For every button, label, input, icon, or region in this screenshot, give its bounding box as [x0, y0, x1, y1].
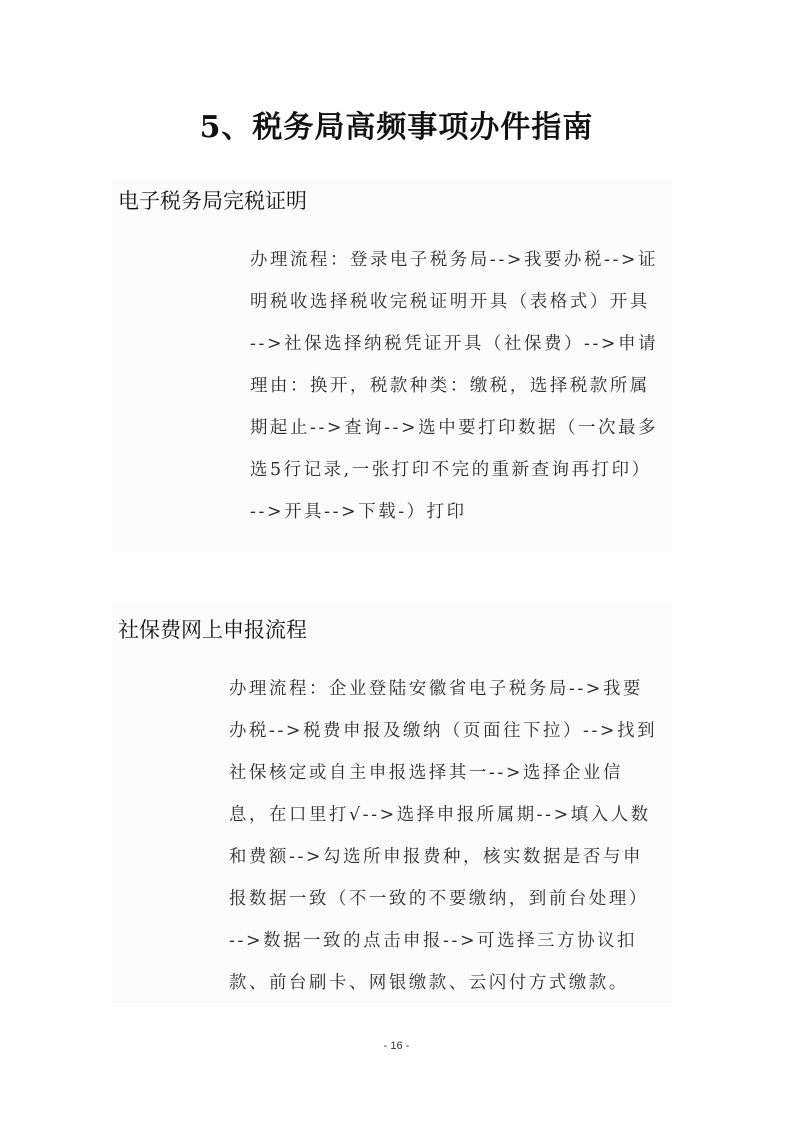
body-line: -->开具-->下载-）打印 [250, 502, 467, 522]
section-body [229, 668, 657, 1004]
body-line: 社保核定或自主申报选择其一-->选择企业信 [229, 763, 623, 783]
body-line: 和费额-->勾选所申报费种，核实数据是否与申 [229, 847, 643, 867]
body-line: 选5行记录,一张打印不完的重新查询再打印） [250, 460, 652, 480]
body-line: 期起止-->查询-->选中要打印数据（一次最多 [250, 418, 659, 438]
body-line: 办理流程：企业登陆安徽省电子税务局-->我要 [229, 679, 643, 699]
body-line: 办税-->税费申报及缴纳（页面往下拉）-->找到 [229, 721, 658, 741]
section-body [250, 239, 658, 533]
body-line: -->数据一致的点击申报-->可选择三方协议扣 [229, 931, 638, 951]
body-line: 报数据一致（不一致的不要缴纳，到前台处理） [229, 889, 649, 909]
body-line: 款、前台刷卡、网银缴款、云闪付方式缴款。 [229, 973, 629, 993]
body-line: 理由：换开，税款种类：缴税，选择税款所属 [250, 376, 650, 396]
body-line: 办理流程：登录电子税务局-->我要办税-->证 [250, 250, 659, 270]
page-number: - 16 - [383, 1040, 410, 1052]
body-line: 明税收选择税收完税证明开具（表格式）开具 [250, 292, 650, 312]
section-heading: 电子税务局完税证明 [118, 189, 307, 213]
body-line: 息，在口里打√-->选择申报所属期-->填入人数 [229, 805, 651, 825]
section-heading: 社保费网上申报流程 [118, 618, 307, 642]
page-title: 5、税务局高频事项办件指南 [199, 110, 594, 145]
body-line: -->社保选择纳税凭证开具（社保费）-->申请 [250, 334, 659, 354]
